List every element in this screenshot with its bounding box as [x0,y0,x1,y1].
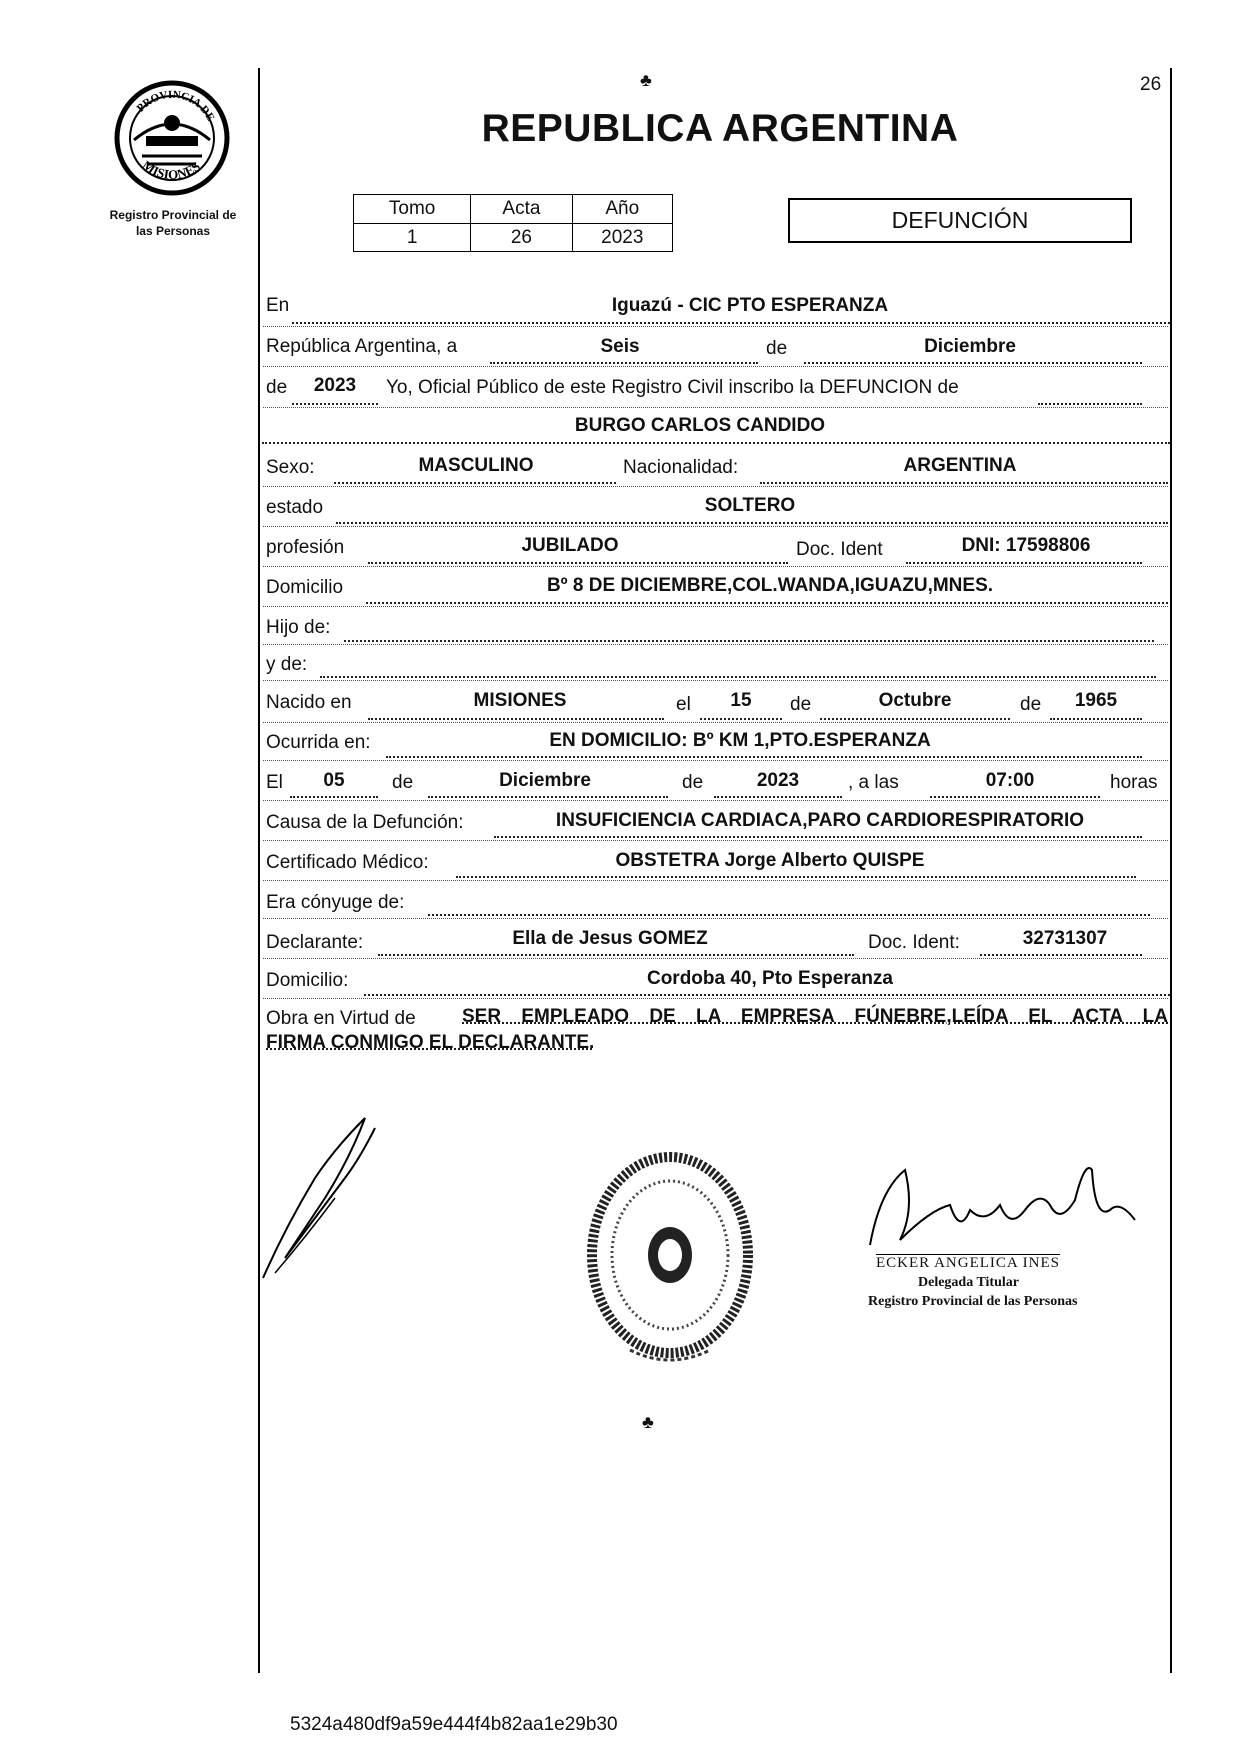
nacionalidad-dotline [760,482,1168,484]
registrar-name: ECKER ANGELICA INES [876,1255,1060,1271]
obra-value-line2: FIRMA CONMIGO EL DECLARANTE. [266,1032,595,1053]
death-year: 2023 [756,770,800,791]
en-label: En [266,295,290,316]
registrar-office: Registro Provincial de las Personas [868,1294,1078,1309]
declarante-label: Declarante: [266,932,364,953]
birth-month-dotline [820,718,1010,720]
hijo-label: Hijo de: [266,617,331,638]
row-divider [263,606,1168,607]
en-dotline [292,322,1170,324]
conyuge-label: Era cónyuge de: [266,892,405,913]
profesion-dotline [368,562,788,564]
right-margin-line [1170,68,1172,1673]
de-label-4: de [392,772,414,793]
svg-text:PROVINCIA DE: PROVINCIA DE [134,88,217,124]
profesion-label: profesión [266,537,345,558]
year-dotline [292,403,378,405]
row-divider [263,566,1168,567]
death-month: Diciembre [499,770,591,791]
page-title: REPUBLICA ARGENTINA [481,107,959,150]
death-day-dotline [290,796,378,798]
doc-ident-value: DNI: 17598806 [961,535,1091,556]
causa-value: INSUFICIENCIA CARDIACA,PARO CARDIORESPIRATORIO [555,810,1085,831]
declarante-doc-value: 32731307 [1022,928,1108,949]
svg-text:MISIONES: MISIONES [139,157,203,183]
row-divider [263,326,1168,327]
day-value: Seis [600,336,640,357]
official-stamp-seal [580,1145,760,1375]
death-time-dotline [930,796,1100,798]
name-dotline [262,442,1170,444]
declarante-domicilio-value: Cordoba 40, Pto Esperanza [646,968,893,989]
ocurrida-dotline [386,756,1142,758]
document-hash: 5324a480df9a59e444f4b82aa1e29b30 [290,1714,618,1735]
row-divider [263,800,1168,801]
nacionalidad-value: ARGENTINA [903,455,1017,476]
en-value: Iguazú - CIC PTO ESPERANZA [611,295,889,316]
declarante-value: Ella de Jesus GOMEZ [512,928,708,949]
declarante-dotline [378,954,854,956]
row-divider [263,998,1168,999]
row-divider [263,366,1168,367]
y-de-label: y de: [266,654,308,675]
table-header-tomo: Tomo [354,195,471,224]
yo-dotline [1038,403,1142,405]
birth-day: 15 [730,690,752,711]
month-dotline [804,362,1142,364]
hijo-dotline [344,640,1154,642]
estado-dotline [336,522,1168,524]
de-label-5: de [682,772,704,793]
declarant-signature [255,1108,415,1288]
declarante-doc-label: Doc. Ident: [868,932,960,953]
ornament-icon: ♣ [640,70,652,90]
ocurrida-value: EN DOMICILIO: Bº KM 1,PTO.ESPERANZA [549,730,931,751]
domicilio-value: Bº 8 DE DICIEMBRE,COL.WANDA,IGUAZU,MNES. [546,575,994,596]
de-label: de [766,338,788,359]
estado-label: estado [266,497,324,518]
a-las-label: , a las [848,772,899,793]
conyuge-dotline [428,914,1150,916]
death-month-dotline [428,796,668,798]
table-header-acta: Acta [471,195,572,224]
logo-caption-line2: las Personas [135,224,211,238]
obra-label: Obra en Virtud de [266,1008,416,1029]
estado-value: SOLTERO [704,495,796,516]
row-divider [263,880,1168,881]
row-divider [263,840,1168,841]
ocurrida-label: Ocurrida en: [266,732,371,753]
de-label-3: de [1020,694,1042,715]
province-seal-logo [112,78,232,198]
row-divider [263,486,1168,487]
obra-value-line1: SER EMPLEADO DE LA EMPRESA FÚNEBRE,LEÍDA EL ACTA LA [462,1006,1168,1027]
birth-year: 1965 [1074,690,1118,711]
de-label-2: de [790,694,812,715]
horas-label: horas [1110,772,1158,793]
row-divider [263,526,1168,527]
act-type-box [788,198,1132,243]
declarante-domicilio-label: Domicilio: [266,970,349,991]
row-divider [263,644,1168,645]
birth-day-dotline [700,718,782,720]
death-day: 05 [323,770,345,791]
row-divider [263,680,1168,681]
death-year-dotline [714,796,842,798]
certificado-dotline [456,876,1136,878]
el-label-2: El [266,772,283,793]
causa-dotline [494,836,1142,838]
nacido-label: Nacido en [266,692,352,713]
reference-table [353,194,673,252]
sexo-value: MASCULINO [418,455,534,476]
birth-year-dotline [1050,718,1142,720]
table-header-anio: Año [572,195,672,224]
month-value: Diciembre [924,336,1016,357]
declarante-domicilio-dotline [364,994,1170,996]
row-divider [263,760,1168,761]
domicilio-label: Domicilio [266,577,344,598]
left-margin-line [258,68,260,1673]
y-de-dotline [320,676,1156,678]
row-divider [263,958,1168,959]
table-value-anio: 2023 [572,224,672,252]
doc-ident-dotline [906,562,1142,564]
row-divider [263,407,1168,408]
sexo-label: Sexo: [266,457,315,478]
el-label: el [676,694,691,715]
nacionalidad-label: Nacionalidad: [623,457,739,478]
page-number: 26 [1140,74,1162,95]
table-value-acta: 26 [471,224,572,252]
nacido-dotline [368,718,664,720]
registrar-signature [860,1150,1150,1260]
doc-ident-label: Doc. Ident [796,539,883,560]
year-value: 2023 [313,375,357,396]
sexo-dotline [334,482,616,484]
profesion-value: JUBILADO [521,535,619,556]
death-time: 07:00 [985,770,1035,791]
nacido-value: MISIONES [473,690,567,711]
yo-statement: Yo, Oficial Público de este Registro Civil inscribo la DEFUNCION de [386,377,959,398]
republica-label: República Argentina, a [266,336,458,357]
act-type-label: DEFUNCIÓN [891,207,1029,233]
logo-caption-line1: Registro Provincial de [109,208,237,222]
birth-month: Octubre [878,690,952,711]
certificado-value: OBSTETRA Jorge Alberto QUISPE [615,850,925,871]
year-prefix-label: de [266,377,288,398]
certificado-label: Certificado Médico: [266,852,429,873]
row-divider [263,918,1168,919]
table-value-tomo: 1 [354,224,471,252]
row-divider [263,722,1168,723]
causa-label: Causa de la Defunción: [266,812,464,833]
day-dotline [490,362,758,364]
deceased-name: BURGO CARLOS CANDIDO [574,415,826,436]
ornament-icon: ♣ [642,1412,654,1432]
declarante-doc-dotline [980,954,1142,956]
registrar-title: Delegada Titular [918,1275,1019,1290]
domicilio-dotline [366,602,1168,604]
